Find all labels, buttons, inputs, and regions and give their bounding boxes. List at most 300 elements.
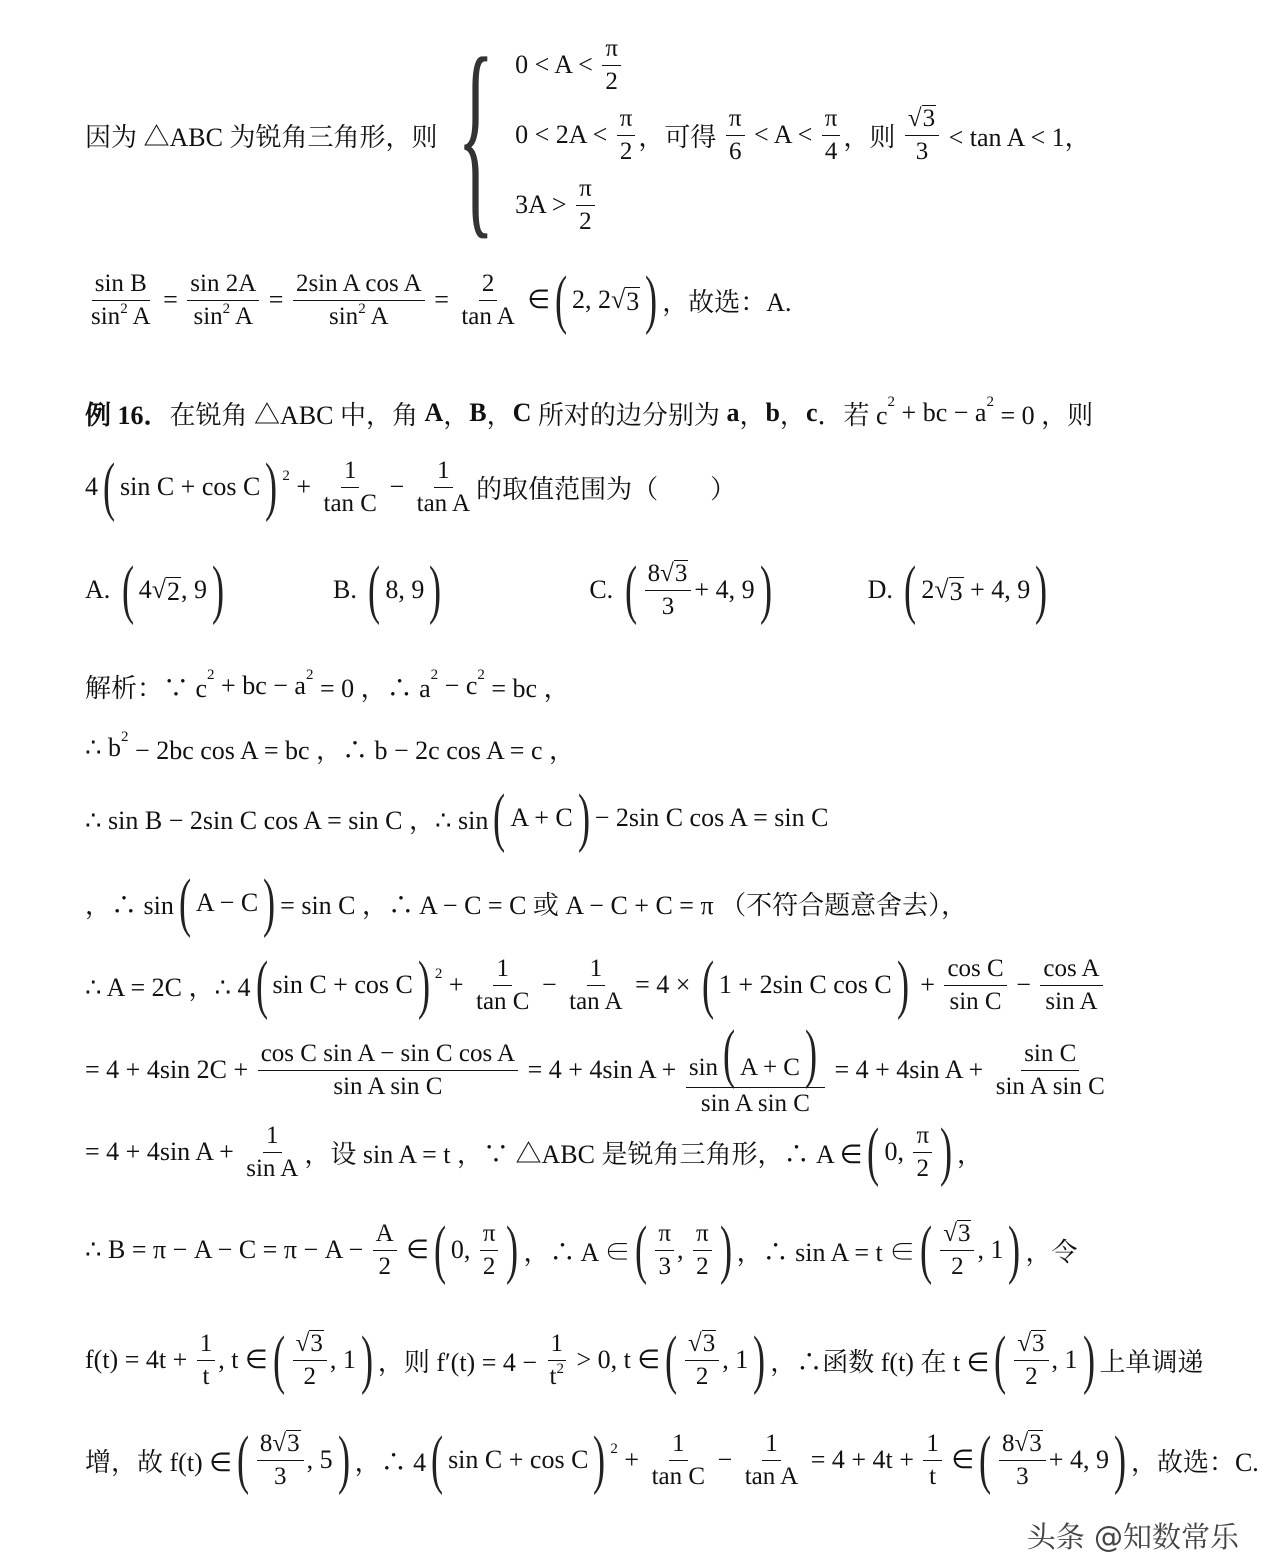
math-text: − c bbox=[438, 671, 478, 700]
denominator bbox=[693, 1361, 712, 1392]
math-text: π bbox=[916, 1122, 930, 1150]
math-text: A bbox=[127, 302, 151, 330]
denominator bbox=[1013, 1461, 1032, 1492]
fraction bbox=[257, 1428, 304, 1492]
denominator bbox=[926, 1461, 939, 1492]
math-text: sin bbox=[193, 302, 223, 330]
left-paren: ( bbox=[368, 553, 381, 626]
superscript: 2 bbox=[207, 666, 215, 683]
numerator bbox=[693, 1218, 712, 1250]
math-text: π bbox=[696, 1220, 709, 1248]
right-paren: ) bbox=[759, 553, 772, 626]
math-text: ，故选：A. bbox=[662, 287, 792, 317]
math-text: 6 bbox=[728, 137, 742, 165]
math-text: + bc − a bbox=[214, 671, 306, 700]
math-text: sin A sin C bbox=[333, 1072, 443, 1100]
fraction bbox=[458, 268, 517, 332]
math-text: 3 bbox=[273, 1462, 287, 1490]
math-text: sin A sin C bbox=[995, 1072, 1105, 1100]
fraction bbox=[944, 953, 1006, 1017]
math-text: − bbox=[1009, 970, 1038, 999]
math-text: 1 bbox=[266, 1122, 279, 1150]
numerator bbox=[1014, 1328, 1048, 1360]
math-text: 上单调递 bbox=[1099, 1347, 1204, 1377]
math-text: , 1 bbox=[977, 1235, 1004, 1264]
math-text: + bbox=[289, 472, 318, 501]
math-text: 2 bbox=[481, 270, 495, 298]
left-paren: ( bbox=[236, 1423, 249, 1496]
math-text: 0 < A < bbox=[515, 50, 600, 79]
math-text: + 4, 9 bbox=[963, 575, 1031, 604]
radical-sign: √ bbox=[688, 1330, 702, 1358]
math-text: sin C + cos C bbox=[119, 472, 261, 501]
superscript: 2 bbox=[887, 393, 896, 410]
math-text: = bbox=[427, 285, 456, 314]
denominator bbox=[1022, 1361, 1041, 1392]
square-root bbox=[611, 285, 640, 315]
math-text: 2 bbox=[916, 1154, 929, 1182]
square-root bbox=[660, 558, 688, 589]
math-text: + 4, 9 bbox=[694, 575, 755, 604]
math-text: 2 bbox=[695, 1362, 709, 1390]
math-line bbox=[85, 15, 1091, 255]
math-text: , 1 bbox=[329, 1345, 356, 1374]
math-text: cos A bbox=[1043, 955, 1100, 983]
math-text: = bc ， bbox=[484, 673, 570, 703]
left-paren: ( bbox=[979, 1423, 992, 1496]
fraction bbox=[373, 1218, 397, 1282]
left-paren: ( bbox=[635, 1213, 648, 1286]
math-text: 1 bbox=[199, 1330, 213, 1358]
right-paren: ) bbox=[753, 1323, 766, 1396]
math-text: , bbox=[677, 1235, 690, 1264]
denominator bbox=[913, 136, 932, 167]
math-text: cos C sin A − sin C cos A bbox=[260, 1040, 516, 1068]
math-text: π bbox=[658, 1220, 671, 1248]
radical-sign: √ bbox=[1017, 1330, 1032, 1358]
square-root bbox=[272, 1428, 300, 1459]
superscript: 2 bbox=[282, 467, 290, 484]
fraction bbox=[414, 455, 473, 519]
math-text: > 0, t ∈ bbox=[570, 1345, 661, 1374]
right-paren: ) bbox=[429, 553, 442, 626]
math-text: − bbox=[711, 1445, 739, 1474]
math-text: 3 bbox=[915, 137, 929, 165]
fraction bbox=[480, 1218, 499, 1282]
math-text: + bbox=[442, 970, 470, 999]
right-paren: ) bbox=[337, 1423, 350, 1496]
radicand: 3 bbox=[922, 105, 936, 133]
math-text: ，∴函数 f(t) 在 t ∈ bbox=[770, 1347, 990, 1377]
math-text: = 4 + 4sin 2C + bbox=[85, 1055, 255, 1084]
math-text: = 0 ，∴ a bbox=[313, 673, 431, 703]
math-text: 1 + 2sin C cos C bbox=[718, 970, 892, 999]
math-text: 4 bbox=[85, 472, 98, 501]
math-text: − bbox=[382, 472, 411, 501]
math-text: tan A bbox=[569, 987, 623, 1015]
radical-sign: √ bbox=[943, 1220, 957, 1248]
denominator bbox=[321, 488, 380, 519]
math-text: sin B bbox=[94, 270, 147, 298]
math-text: = 0 ，则 bbox=[993, 400, 1094, 430]
math-text: B. bbox=[229, 575, 364, 604]
math-text: ．若 c bbox=[817, 400, 888, 430]
denominator bbox=[458, 301, 517, 332]
math-text: − bbox=[535, 970, 564, 999]
math-text: sin 2A bbox=[190, 270, 257, 298]
radicand: 3 bbox=[957, 1220, 971, 1248]
math-text: + bbox=[913, 970, 942, 999]
fraction bbox=[822, 103, 841, 167]
math-text: cos C bbox=[947, 955, 1004, 983]
math-text: = bbox=[262, 285, 290, 314]
numerator bbox=[822, 103, 841, 135]
numerator bbox=[576, 173, 595, 205]
numerator bbox=[263, 1120, 282, 1152]
left-paren: ( bbox=[255, 948, 268, 1021]
math-text: ，令 bbox=[1025, 1237, 1078, 1267]
square-root bbox=[688, 1328, 716, 1359]
math-text: ∴ sin B − 2sin C cos A = sin C ，∴ sin bbox=[85, 805, 489, 835]
math-text: π bbox=[605, 35, 618, 63]
denominator bbox=[243, 1153, 301, 1184]
math-text: 1 bbox=[589, 955, 603, 983]
numerator bbox=[480, 1218, 499, 1250]
math-text: + 4, 9 bbox=[1048, 1445, 1109, 1474]
math-text: − 2bc cos A = bc ，∴ b − 2c cos A = c ， bbox=[128, 735, 575, 765]
right-paren: ) bbox=[360, 1323, 373, 1396]
denominator bbox=[326, 301, 392, 332]
numerator bbox=[493, 953, 512, 985]
square-root bbox=[152, 575, 181, 605]
math-text: ， bbox=[443, 400, 470, 430]
denominator bbox=[659, 591, 678, 622]
numerator bbox=[548, 1328, 567, 1360]
math-text: ，∴ 4 bbox=[354, 1447, 427, 1477]
right-paren: ) bbox=[1082, 1323, 1095, 1396]
math-text: tan C bbox=[476, 987, 530, 1015]
bold-text: A bbox=[424, 398, 444, 427]
numerator bbox=[686, 1016, 825, 1090]
denominator bbox=[200, 1361, 213, 1392]
left-paren: ( bbox=[272, 1323, 285, 1396]
radicand: 3 bbox=[287, 1430, 300, 1458]
math-text: tan A bbox=[461, 302, 515, 330]
bold-text: c bbox=[805, 398, 818, 427]
square-root bbox=[296, 1328, 324, 1359]
math-text: sin C + cos C bbox=[272, 970, 413, 999]
watermark: 头条 @知数常乐 bbox=[1026, 1520, 1239, 1554]
math-text: A bbox=[365, 302, 389, 330]
numerator bbox=[602, 33, 621, 65]
bold-text: B bbox=[469, 398, 487, 427]
right-paren: ) bbox=[1008, 1213, 1021, 1286]
system-row bbox=[515, 170, 638, 240]
denominator bbox=[271, 1461, 290, 1492]
numerator bbox=[197, 1328, 216, 1360]
math-text: ∈ bbox=[399, 1235, 429, 1264]
math-text: π bbox=[482, 1220, 496, 1248]
system-row bbox=[515, 100, 638, 170]
math-text: 4 bbox=[824, 137, 838, 165]
fraction bbox=[655, 1218, 674, 1282]
math-text: 3 bbox=[658, 1252, 671, 1280]
math-text: 3A > bbox=[515, 190, 574, 219]
numerator bbox=[669, 1428, 688, 1460]
math-text: ∴ b bbox=[85, 733, 122, 762]
numerator bbox=[187, 268, 259, 300]
fraction bbox=[905, 103, 939, 167]
numerator bbox=[940, 1218, 974, 1250]
denominator bbox=[655, 1251, 674, 1282]
math-text: − 2sin C cos A = sin C bbox=[594, 803, 829, 832]
math-text: 2, 2 bbox=[571, 285, 611, 314]
left-paren: ( bbox=[722, 1016, 736, 1090]
denominator bbox=[693, 1251, 712, 1282]
math-text: = sin C ，∴ A − C = C 或 A − C + C = π （不符合题意舍去）， bbox=[280, 890, 968, 920]
numerator bbox=[762, 1428, 781, 1460]
math-text: 1 bbox=[926, 1430, 939, 1458]
system-rows bbox=[515, 30, 638, 240]
math-text: = 4 + 4sin A + bbox=[85, 1137, 241, 1166]
numerator bbox=[999, 1428, 1046, 1460]
denominator bbox=[993, 1071, 1108, 1102]
denominator bbox=[190, 301, 256, 332]
math-text: f(t) = 4t + bbox=[85, 1345, 194, 1374]
math-text: < tan A < 1， bbox=[942, 122, 1091, 152]
math-text: ，可得 bbox=[638, 122, 723, 152]
numerator bbox=[913, 1120, 932, 1152]
left-paren: ( bbox=[624, 553, 637, 626]
math-text: ∈ bbox=[520, 285, 550, 314]
numerator bbox=[434, 455, 453, 487]
math-text: 1 bbox=[550, 1330, 564, 1358]
math-text: 8 bbox=[647, 560, 661, 588]
math-text: 的取值范围为（ ） bbox=[476, 474, 737, 504]
radicand: 3 bbox=[1029, 1430, 1042, 1458]
bold-text: b bbox=[765, 398, 780, 427]
radicand: 2 bbox=[167, 576, 181, 606]
fraction bbox=[293, 268, 425, 332]
math-text: 3 bbox=[1016, 1462, 1029, 1490]
left-paren: ( bbox=[994, 1323, 1007, 1396]
superscript: 2 bbox=[610, 1440, 618, 1457]
fraction bbox=[197, 1328, 216, 1392]
right-paren: ) bbox=[506, 1213, 519, 1286]
denominator bbox=[88, 301, 154, 332]
right-paren: ) bbox=[1035, 553, 1048, 626]
math-text: 3 bbox=[661, 592, 675, 620]
fraction bbox=[566, 953, 625, 1017]
denominator bbox=[948, 1251, 967, 1282]
math-text: 因为 △ABC 为锐角三角形，则 bbox=[85, 122, 438, 152]
math-text: t bbox=[202, 1362, 210, 1390]
superscript: 2 bbox=[556, 1360, 564, 1377]
radical-sign: √ bbox=[295, 1330, 310, 1358]
fraction bbox=[742, 1428, 801, 1492]
left-paren: ( bbox=[867, 1115, 880, 1188]
left-paren: ( bbox=[554, 263, 568, 336]
numerator bbox=[587, 953, 606, 985]
math-text: ，则 bbox=[843, 122, 902, 152]
math-line bbox=[85, 427, 736, 547]
square-root bbox=[934, 575, 963, 605]
numerator bbox=[479, 268, 498, 300]
numerator bbox=[1021, 1038, 1079, 1070]
math-text: 2 bbox=[579, 207, 592, 235]
numerator bbox=[645, 558, 692, 590]
math-text: π bbox=[728, 105, 742, 133]
math-text: + bc − a bbox=[895, 398, 987, 427]
math-text: ∴ A = 2C ，∴ 4 bbox=[85, 972, 251, 1002]
fraction bbox=[693, 1218, 712, 1282]
math-text: 2 bbox=[619, 137, 633, 165]
denominator bbox=[375, 1251, 394, 1282]
right-paren: ) bbox=[1113, 1423, 1126, 1496]
math-text: A bbox=[375, 1220, 394, 1248]
fraction bbox=[999, 1428, 1046, 1492]
fraction bbox=[243, 1120, 301, 1184]
math-text: sin C bbox=[949, 987, 1002, 1015]
numerator bbox=[293, 1328, 327, 1360]
math-text: 4 bbox=[138, 575, 152, 604]
math-text: , 1 bbox=[722, 1345, 749, 1374]
right-paren: ) bbox=[263, 866, 276, 939]
denominator bbox=[822, 136, 841, 167]
right-paren: ) bbox=[417, 948, 430, 1021]
math-text: ，故选：C. bbox=[1130, 1447, 1259, 1477]
fraction bbox=[685, 1328, 719, 1392]
fraction bbox=[1014, 1328, 1048, 1392]
radical-sign: √ bbox=[272, 1430, 287, 1458]
fraction bbox=[293, 1328, 327, 1392]
math-text: ，设 sin A = t ，∵ △ABC 是锐角三角形，∴ A ∈ bbox=[304, 1139, 863, 1169]
math-text: 0, bbox=[884, 1137, 911, 1166]
fraction bbox=[1040, 953, 1102, 1017]
math-text: t bbox=[929, 1462, 937, 1490]
numerator bbox=[341, 455, 360, 487]
numerator bbox=[293, 268, 425, 300]
math-text: ，∴ sin A = t ∈ bbox=[736, 1237, 916, 1267]
numerator bbox=[923, 1428, 942, 1460]
math-text: tan A bbox=[744, 1462, 799, 1490]
math-text: ， bbox=[739, 400, 766, 430]
fraction bbox=[923, 1428, 942, 1492]
right-paren: ) bbox=[265, 450, 278, 523]
math-text: sin C bbox=[1024, 1040, 1077, 1068]
math-text: 2 bbox=[1025, 1362, 1038, 1390]
math-text: sin A bbox=[1045, 987, 1098, 1015]
math-text: C. bbox=[446, 575, 620, 604]
math-text: sin bbox=[688, 1053, 719, 1081]
square-root bbox=[1017, 1328, 1045, 1359]
math-text: 2 bbox=[696, 1252, 709, 1280]
right-paren: ) bbox=[940, 1115, 953, 1188]
fraction bbox=[913, 1120, 932, 1184]
numerator bbox=[944, 953, 1006, 985]
equation-system bbox=[437, 13, 638, 257]
math-text: 0 < 2A < bbox=[515, 120, 614, 149]
math-text: ，∴ sin bbox=[85, 890, 174, 920]
fraction bbox=[645, 558, 692, 622]
fraction bbox=[940, 1218, 974, 1282]
math-text: = 4 + 4sin A + bbox=[827, 1055, 990, 1084]
fraction bbox=[321, 455, 380, 519]
math-text: < A < bbox=[747, 120, 819, 149]
math-text: , 5 bbox=[306, 1445, 333, 1474]
left-paren: ( bbox=[920, 1213, 933, 1286]
denominator bbox=[576, 206, 595, 237]
right-paren: ) bbox=[593, 1423, 606, 1496]
fraction bbox=[617, 103, 636, 167]
math-text: 2 bbox=[303, 1362, 316, 1390]
numerator bbox=[617, 103, 636, 135]
math-text: ， bbox=[957, 1139, 984, 1169]
math-text: 2sin A cos A bbox=[295, 270, 422, 298]
math-text: 1 bbox=[343, 457, 357, 485]
math-text: sin A sin C bbox=[700, 1089, 810, 1117]
math-text: sin bbox=[91, 302, 121, 330]
math-text: A + C bbox=[740, 1053, 800, 1081]
numerator bbox=[685, 1328, 719, 1360]
numerator bbox=[1040, 953, 1102, 985]
math-text: 2 bbox=[921, 575, 935, 604]
math-text: A. bbox=[85, 575, 117, 604]
radicand: 3 bbox=[702, 1330, 716, 1358]
fraction bbox=[602, 33, 621, 97]
left-paren: ( bbox=[102, 450, 116, 523]
math-text: D. bbox=[776, 575, 900, 604]
math-text: A + C bbox=[510, 803, 573, 832]
fraction bbox=[88, 268, 154, 332]
fraction bbox=[649, 1428, 708, 1492]
square-root bbox=[908, 103, 936, 134]
fraction bbox=[726, 103, 745, 167]
radical-sign: √ bbox=[1014, 1430, 1029, 1458]
math-text: 2 bbox=[378, 1252, 391, 1280]
denominator bbox=[649, 1461, 708, 1492]
math-text: 0, bbox=[450, 1235, 477, 1264]
fraction bbox=[993, 1038, 1108, 1102]
math-text: , 9 bbox=[181, 575, 208, 604]
superscript: 2 bbox=[434, 965, 443, 982]
math-text: 1 bbox=[765, 1430, 778, 1458]
radicand: 3 bbox=[310, 1330, 323, 1358]
math-text: π bbox=[619, 105, 633, 133]
numerator bbox=[655, 1218, 674, 1250]
math-text: tan C bbox=[323, 489, 377, 517]
right-paren: ) bbox=[719, 1213, 732, 1286]
denominator bbox=[300, 1361, 319, 1392]
radicand: 3 bbox=[1032, 1330, 1045, 1358]
math-text: π bbox=[579, 175, 592, 203]
math-text: ，∴ A ∈ bbox=[523, 1237, 631, 1267]
math-text: , t ∈ bbox=[218, 1345, 268, 1374]
math-text: 在锐角 △ABC 中，角 bbox=[169, 400, 425, 430]
math-text: A − C bbox=[195, 888, 259, 917]
superscript: 2 bbox=[120, 300, 128, 317]
left-paren: ( bbox=[431, 1423, 444, 1496]
denominator bbox=[726, 136, 745, 167]
math-text: 8 bbox=[1002, 1430, 1015, 1458]
fraction bbox=[473, 953, 532, 1017]
math-text: 2 bbox=[951, 1252, 964, 1280]
numerator bbox=[257, 1428, 304, 1460]
math-text: sin A bbox=[246, 1154, 299, 1182]
denominator bbox=[414, 488, 473, 519]
math-text: ，则 f′(t) = 4 − bbox=[377, 1347, 544, 1377]
left-paren: ( bbox=[701, 948, 714, 1021]
